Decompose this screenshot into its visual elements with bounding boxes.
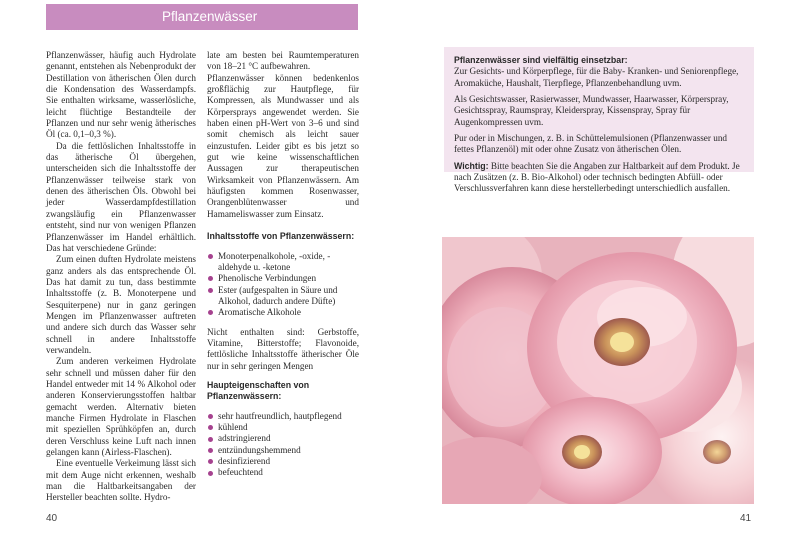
list-item: Ester (aufgespalten in Säure und Alkohol, dadurch andere Düfte) [207,285,359,308]
paragraph: Eine eventuelle Verkeimung lässt sich mit dem Auge nicht erkennen, weshalb man die Haltbarkeitsangaben der Hersteller beachten sollte. Hydro- [46,458,196,503]
page-number: 40 [46,513,58,524]
note-label: Wichtig: [454,160,489,171]
list-item: desinfizierend [207,456,359,467]
info-box-text: Als Gesichtswasser, Rasierwasser, Mundwasser, Haarwasser, Körperspray, Gesichtsspray, Raumspray, Kleiderspray, Kissenspray, Spray für Augenkompressen uvm. [454,94,729,127]
list-item: Phenolische Verbindungen [207,273,359,284]
paragraph: Pflanzenwässer können bedenkenlos großflächig zur Hautpflege, für Kompressen, als Mundwasser und als Körpersprays angewendet werden. Sie haben einen pH-Wert von 3–6 und sind somit chemisch als leicht sauer einzustufen. Leider gibt es bis jetzt so gut wie keine wissenschaftlichen Aussagen zur therapeutischen Wirksamkeit von Pflanzenwässern. Am häufigsten kommen Rosenwasser, Orangenblütenwasser und Hamameliswasser zum Einsatz. [207,72,359,219]
paragraph: late am besten bei Raumtemperaturen von 18–21 °C aufbewahren. [207,50,359,72]
right-page [400,0,800,557]
properties-heading: Haupteigenschaften von Pflanzenwässern: [207,379,310,402]
text-column-2 [207,50,359,479]
paragraph: Zum anderen verkeimen Hydrolate sehr schnell und müssen daher für den Handel entweder mit 14 % Alkohol oder anderen Konservierungsstoffen haltbar gemacht werden. Alternativ bieten manche Firmen Hydrolate in Flaschen mit speziellen Sprühköpfen an, durch deren Verschluss keine Luft nach innen gelangen kann (Airless-Flaschen). [46,356,196,458]
paragraph: Nicht enthalten sind: Gerbstoffe, Vitamine, Bitterstoffe; Flavonoide, fettlösliche Inhaltsstoffe ätherischer Öle nur in sehr geringen Mengen [207,326,359,371]
info-box-text: Zur Gesichts- und Körperpflege, für die Baby- Kranken- und Seniorenpflege, Aromaküche, Haushalt, Tierpflege, Pflanzenbehandlung uvm. [454,66,739,88]
list-item: entzündungshemmend [207,445,359,456]
text-column-1 [46,50,196,504]
rose-illustration [442,237,754,504]
chapter-header: Pflanzenwässer [46,4,358,30]
list-item: kühlend [207,422,359,433]
important-note [454,161,744,195]
info-box-title: Pflanzenwässer sind vielfältig einsetzbar: [454,55,628,65]
list-item: Aromatische Alkohole [207,307,359,318]
note-text: Bitte beachten Sie die Angaben zur Haltbarkeit auf dem Produkt. Je nach Zusätzen (z. B. Bio-Alkohol) oder technisch bedingten Abfüll- oder Verschlussverfahren kann diese herstellerbedingt unterschiedlich ausfallen. [454,160,740,194]
list-item: Monoterpenalkohole, -oxide, -aldehyde u. -ketone [207,251,359,274]
properties-list [207,411,359,479]
paragraph: Zum einen duften Hydrolate meistens ganz anders als das entsprechende Öl. Das hat damit zu tun, dass bestimmte Inhaltsstoffe (z. B. Monoterpene und Sesquiterpene) nur in ganz geringen Mengen im Pflanzenwasser auftreten und andere sich durch das Wasser sehr schnell in andere Inhaltsstoffe verwandeln. [46,254,196,355]
info-box [444,47,754,194]
list-item: befeuchtend [207,467,359,478]
info-box-text: Pur oder in Mischungen, z. B. in Schüttelemulsionen (Pflanzenwasser und fettes Pflanzenöl) mit oder ohne Zusatz von ätherischen Ölen. [454,133,728,155]
rose-photo [442,237,754,504]
ingredients-list [207,251,359,319]
paragraph: Pflanzenwässer, häufig auch Hydrolate genannt, entstehen als Nebenprodukt der Destillation von ätherischen Ölen durch die Kondensation des Wasserdampfs. Sie enthalten wirksame, wasserlösliche, leicht flüchtige Bestandteile der Pflanzen und nur sehr wenig ätherisches Öl (ca. 0,1–0,3 %). [46,50,196,140]
list-item: adstringierend [207,433,359,444]
list-item: sehr hautfreundlich, hautpflegend [207,411,359,422]
ingredients-heading: Inhaltsstoffe von Pflanzenwässern: [207,231,355,242]
paragraph: Da die fettlöslichen Inhaltsstoffe in das ätherische Öl übergehen, unterscheiden sich die Inhaltsstoffe der Pflanzenwässer teilweise stark von denen des ätherischen Öls. Obwohl bei jeder Wasserdampfdestillation zwangsläufig ein Pflanzenwasser entsteht, sind nur von wenigen Pflanzen Pflanzenwässer im Handel erhältlich. Das hat verschiedene Gründe: [46,140,196,253]
page-number: 41 [740,513,752,524]
